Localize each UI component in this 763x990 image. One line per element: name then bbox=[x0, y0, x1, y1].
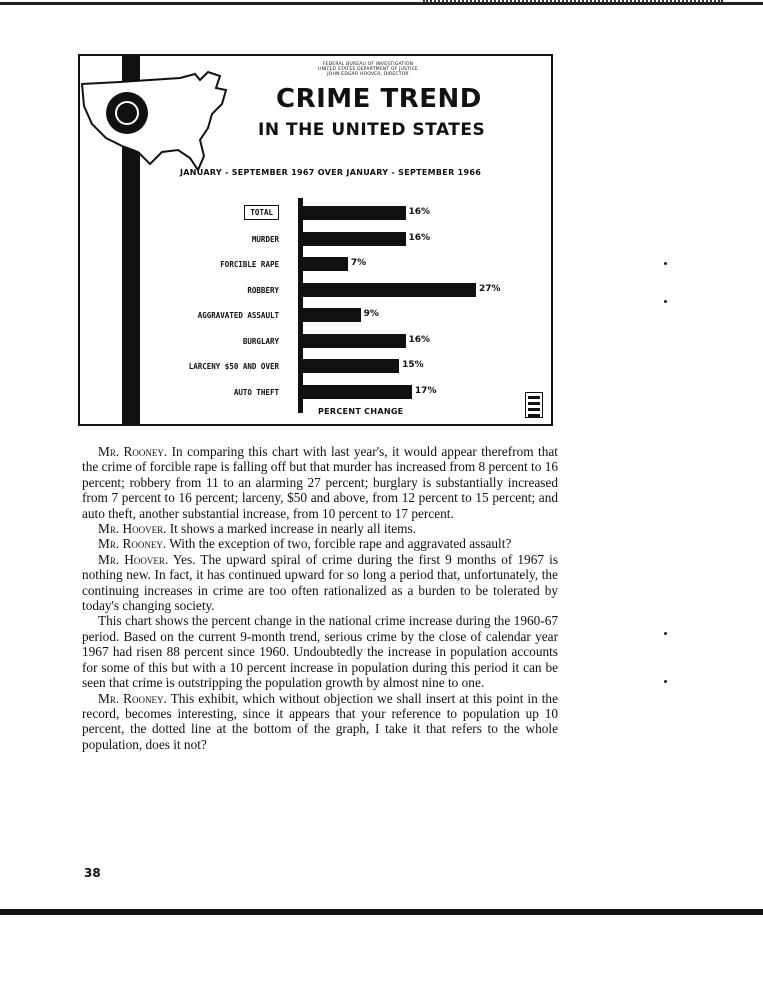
us-map-icon bbox=[80, 66, 240, 176]
chart-axis bbox=[298, 198, 303, 413]
paragraph bbox=[82, 536, 558, 551]
category-label: MURDER bbox=[251, 234, 279, 244]
bar bbox=[303, 359, 399, 373]
agency-line: UNITED STATES DEPARTMENT OF JUSTICE bbox=[317, 67, 419, 72]
transcript-text bbox=[82, 444, 558, 752]
bar bbox=[303, 257, 348, 271]
agency-credits bbox=[308, 62, 428, 77]
paragraph-text: With the exception of two, forcible rape and aggravated assault? bbox=[166, 536, 512, 552]
chart-period: JANUARY - SEPTEMBER 1967 OVER JANUARY - SEPTEMBER 1966 bbox=[180, 168, 482, 177]
paragraph-text: It shows a marked increase in nearly all items. bbox=[166, 521, 417, 537]
speaker-name: Mr. Rooney. bbox=[98, 536, 167, 552]
speck bbox=[664, 632, 667, 635]
agency-line: JOHN EDGAR HOOVER, DIRECTOR bbox=[327, 72, 409, 77]
paragraph-text: This exhibit, which without objection we shall insert at this point in the record, becomes interesting, since it appears that your reference to population up 10 percent, the dotted line at the bottom of the graph, I take it that refers to the whole population, does it not? bbox=[82, 690, 558, 752]
top-rule bbox=[0, 2, 763, 5]
category-label: LARCENY $50 AND OVER bbox=[188, 362, 279, 371]
bar bbox=[303, 385, 412, 399]
fbi-seal-icon bbox=[106, 92, 148, 134]
paragraph bbox=[82, 552, 558, 614]
category-label: TOTAL bbox=[244, 205, 279, 220]
category-label: AUTO THEFT bbox=[233, 387, 279, 397]
bar-value-label: 9% bbox=[363, 309, 379, 319]
speck bbox=[664, 262, 667, 265]
paragraph bbox=[82, 613, 558, 690]
paragraph-text: In comparing this chart with last year's, it would appear therefrom that the crime of forcible rape is falling off but that murder has increased from 8 percent to 16 percent; robbery from 11 to an alarming 27 percent; burglary is substantially increased from 7 percent to 16 percent; larceny, $50 and above, from 12 percent to 15 percent; and auto theft, another substantial increase, from 10 percent to 17 percent. bbox=[82, 444, 558, 521]
speaker-name: Mr. Rooney. bbox=[98, 690, 167, 706]
crime-trend-chart bbox=[78, 54, 553, 426]
paragraph bbox=[82, 521, 558, 536]
publisher-logo-icon bbox=[525, 392, 543, 418]
speck bbox=[664, 680, 667, 683]
paragraph bbox=[82, 691, 558, 753]
paragraph-text: Yes. The upward spiral of crime during the first 9 months of 1967 is nothing new. In fact, it has continued upward for so long a period that, unfortunately, the continuing increases in crime are too often rationalized as a burden to be tolerated by today's changing society. bbox=[82, 551, 558, 614]
page-number: 38 bbox=[84, 866, 101, 880]
bar bbox=[303, 334, 406, 348]
speaker-name: Mr. Hoover. bbox=[98, 551, 169, 567]
speck bbox=[664, 300, 667, 303]
bar-value-label: 16% bbox=[408, 334, 431, 345]
category-label: FORCIBLE RAPE bbox=[220, 260, 279, 269]
chart-subtitle: IN THE UNITED STATES bbox=[258, 120, 486, 140]
category-label: ROBBERY bbox=[247, 285, 279, 295]
speaker-name: Mr. Hoover. bbox=[98, 521, 167, 537]
x-axis-label: PERCENT CHANGE bbox=[318, 407, 404, 416]
bar-value-label: 15% bbox=[402, 360, 424, 370]
paragraph-text: This chart shows the percent change in the national crime increase during the 1960-67 period. Based on the current 9-month trend, serious crime by the close of calendar year 1967 had risen 88 percent since 1960. Undoubtedly the increase in population accounts for some of this but with a 10 percent increase in population during this period it can be seen that crime is outstripping the population growth by almost nine to one. bbox=[82, 613, 558, 691]
bottom-rule bbox=[0, 909, 763, 915]
bar-value-label: 17% bbox=[414, 385, 437, 396]
bar-value-label: 16% bbox=[408, 232, 431, 243]
bar bbox=[303, 232, 406, 246]
chart-title: CRIME TREND bbox=[276, 84, 482, 114]
paragraph bbox=[82, 444, 558, 521]
bar bbox=[303, 308, 361, 322]
bar-value-label: 16% bbox=[408, 207, 431, 217]
category-label: AGGRAVATED ASSAULT bbox=[197, 311, 279, 320]
bar bbox=[303, 206, 406, 220]
agency-line: FEDERAL BUREAU OF INVESTIGATION bbox=[322, 62, 414, 67]
category-label: BURGLARY bbox=[242, 336, 279, 346]
bar-value-label: 27% bbox=[479, 283, 501, 294]
top-dotted-rule bbox=[423, 0, 723, 2]
bar-value-label: 7% bbox=[350, 258, 367, 268]
speaker-name: Mr. Rooney. bbox=[98, 444, 168, 459]
bar bbox=[303, 283, 476, 297]
